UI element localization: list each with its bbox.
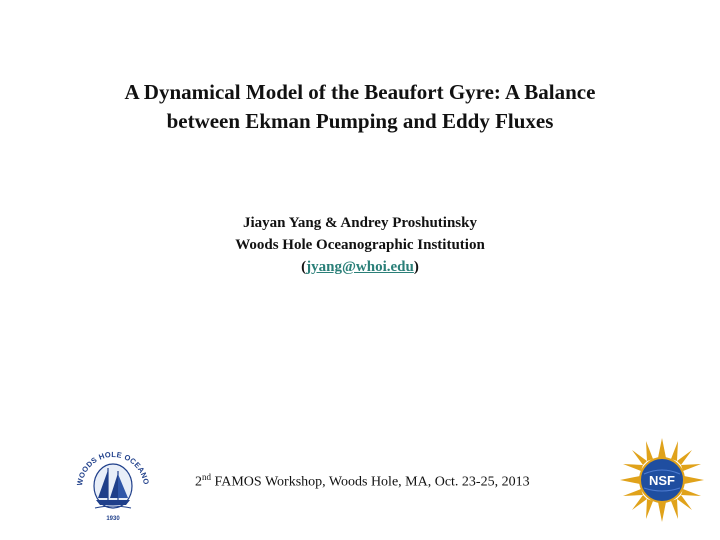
email-open-paren: ( xyxy=(301,259,307,275)
author-block xyxy=(130,212,590,278)
footer-event-text: FAMOS Workshop, Woods Hole, MA, Oct. 23-25, 2013 xyxy=(211,474,530,490)
whoi-seal-text: WOODS HOLE OCEANO xyxy=(74,449,151,487)
email-close-paren: ) xyxy=(413,259,419,275)
title-line-1: A Dynamical Model of the Beaufort Gyre: A Balance xyxy=(124,80,596,104)
footer-event-info xyxy=(195,472,555,491)
whoi-seal-year: 1930 xyxy=(106,516,120,522)
nsf-globe-icon xyxy=(618,436,706,524)
email-link[interactable]: jyang@whoi.edu xyxy=(306,259,414,275)
author-institution: Woods Hole Oceanographic Institution xyxy=(235,237,485,253)
footer-ordinal-suffix: nd xyxy=(202,472,211,482)
author-names: Jiayan Yang & Andrey Proshutinsky xyxy=(243,215,477,231)
nsf-logo-text: NSF xyxy=(649,473,675,488)
title-line-2: between Ekman Pumping and Eddy Fluxes xyxy=(166,109,554,133)
author-email-line xyxy=(130,256,590,278)
whoi-seal-icon xyxy=(68,436,158,526)
whoi-logo xyxy=(68,436,158,526)
nsf-logo xyxy=(618,436,706,524)
slide-title xyxy=(40,78,680,136)
footer-ordinal-number: 2 xyxy=(195,474,202,490)
